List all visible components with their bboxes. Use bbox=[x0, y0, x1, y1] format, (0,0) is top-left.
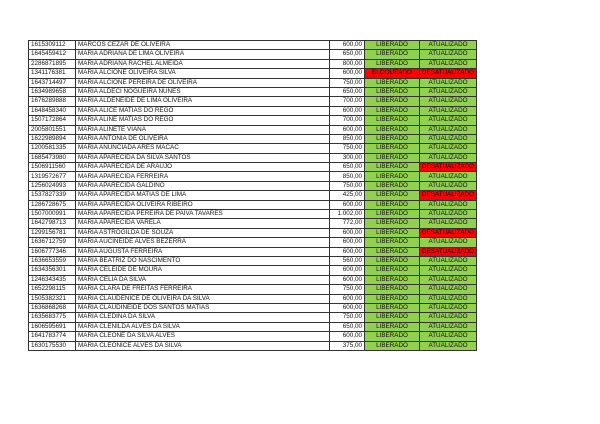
status-cell[interactable]: LIBERADO bbox=[365, 50, 420, 59]
status-cell[interactable]: LIBERADO bbox=[365, 294, 420, 303]
status-cell[interactable]: LIBERADO bbox=[365, 332, 420, 341]
table-row bbox=[29, 59, 477, 68]
id-cell[interactable]: 1505382321 bbox=[29, 294, 76, 303]
table-row bbox=[29, 238, 477, 247]
name-cell[interactable]: MARIA ALINETE VIANA bbox=[76, 125, 330, 134]
id-cell[interactable]: 1319572677 bbox=[29, 172, 76, 181]
id-cell[interactable]: 1652298115 bbox=[29, 285, 76, 294]
name-cell[interactable]: MARCOS CEZAR DE OLIVEIRA bbox=[76, 41, 330, 50]
status-cell[interactable]: BLOQUEADO bbox=[365, 69, 420, 78]
status-cell[interactable]: LIBERADO bbox=[365, 228, 420, 237]
id-cell[interactable]: 1636868268 bbox=[29, 303, 76, 312]
amount-cell[interactable]: 650,00 bbox=[330, 163, 365, 172]
status-cell[interactable]: LIBERADO bbox=[365, 144, 420, 153]
amount-cell[interactable]: 750,00 bbox=[330, 144, 365, 153]
amount-cell[interactable]: 650,00 bbox=[330, 87, 365, 96]
table-row bbox=[29, 181, 477, 190]
amount-cell[interactable]: 700,00 bbox=[330, 97, 365, 106]
table-row bbox=[29, 172, 477, 181]
status-cell[interactable]: LIBERADO bbox=[365, 59, 420, 68]
status-cell[interactable]: LIBERADO bbox=[365, 266, 420, 275]
status-cell[interactable]: LIBERADO bbox=[365, 78, 420, 87]
update-cell[interactable]: ATUALIZADO bbox=[420, 41, 477, 50]
table-row bbox=[29, 294, 477, 303]
id-cell[interactable]: 1634356301 bbox=[29, 266, 76, 275]
amount-cell[interactable]: 850,00 bbox=[330, 172, 365, 181]
status-cell[interactable]: LIBERADO bbox=[365, 106, 420, 115]
update-cell[interactable]: ATUALIZADO bbox=[420, 116, 477, 125]
status-cell[interactable]: LIBERADO bbox=[365, 322, 420, 331]
amount-cell[interactable]: 600,00 bbox=[330, 303, 365, 312]
id-cell[interactable]: 1634989658 bbox=[29, 87, 76, 96]
amount-cell[interactable]: 425,00 bbox=[330, 191, 365, 200]
table-row bbox=[29, 134, 477, 143]
update-cell[interactable]: ATUALIZADO bbox=[420, 238, 477, 247]
update-cell[interactable]: ATUALIZADO bbox=[420, 294, 477, 303]
amount-cell[interactable]: 850,00 bbox=[330, 134, 365, 143]
id-cell[interactable]: 1606777346 bbox=[29, 247, 76, 256]
id-cell[interactable]: 1537827339 bbox=[29, 191, 76, 200]
name-cell[interactable]: MARIA ANUNCIADA ARES MACAC bbox=[76, 144, 330, 153]
table-row bbox=[29, 219, 477, 228]
name-cell[interactable]: MARIA ALINE MATIAS DO REGO bbox=[76, 116, 330, 125]
amount-cell[interactable]: 600,00 bbox=[330, 125, 365, 134]
name-cell[interactable]: MARIA BEATRIZ DO NASCIMENTO bbox=[76, 256, 330, 265]
status-cell[interactable]: LIBERADO bbox=[365, 116, 420, 125]
name-cell[interactable]: MARIA CLAUDINEIDE DOS SANTOS MATIAS bbox=[76, 303, 330, 312]
name-cell[interactable]: MARIA ALICE MATIAS DO REGO bbox=[76, 106, 330, 115]
update-cell[interactable]: DESATUALIZADO bbox=[420, 163, 477, 172]
id-cell[interactable]: 1200581335 bbox=[29, 144, 76, 153]
id-cell[interactable]: 1299156781 bbox=[29, 228, 76, 237]
status-cell[interactable]: LIBERADO bbox=[365, 87, 420, 96]
name-cell[interactable]: MARIA CLEONICE ALVES DA SILVA bbox=[76, 341, 330, 350]
amount-cell[interactable]: 600,00 bbox=[330, 200, 365, 209]
table-body bbox=[29, 41, 477, 351]
name-cell[interactable]: MARIA APARECIDA DE ARAUJO bbox=[76, 163, 330, 172]
id-cell[interactable]: 2005801551 bbox=[29, 125, 76, 134]
name-cell[interactable]: MARIA APARECIDA OLIVEIRA RIBEIRO bbox=[76, 200, 330, 209]
name-cell[interactable]: MARIA CELIA DA SILVA bbox=[76, 275, 330, 284]
name-cell[interactable]: MARIA ADRIANA RACHEL ALMEIDA bbox=[76, 59, 330, 68]
amount-cell[interactable]: 600,00 bbox=[330, 332, 365, 341]
table-row bbox=[29, 191, 477, 200]
update-cell[interactable]: ATUALIZADO bbox=[420, 134, 477, 143]
update-cell[interactable]: ATUALIZADO bbox=[420, 275, 477, 284]
update-cell[interactable]: ATUALIZADO bbox=[420, 172, 477, 181]
id-cell[interactable]: 1615309112 bbox=[29, 41, 76, 50]
name-cell[interactable]: MARIA APARECIDA PEREIRA DE PAIVA TAVARES bbox=[76, 210, 330, 219]
update-cell[interactable]: DESATUALIZADO bbox=[420, 228, 477, 237]
table-row bbox=[29, 210, 477, 219]
id-cell[interactable]: 1286728675 bbox=[29, 200, 76, 209]
status-cell[interactable]: LIBERADO bbox=[365, 97, 420, 106]
status-cell[interactable]: LIBERADO bbox=[365, 313, 420, 322]
update-cell[interactable]: ATUALIZADO bbox=[420, 144, 477, 153]
id-cell[interactable]: 1246343435 bbox=[29, 275, 76, 284]
table-row bbox=[29, 313, 477, 322]
status-cell[interactable]: LIBERADO bbox=[365, 172, 420, 181]
update-cell[interactable]: ATUALIZADO bbox=[420, 313, 477, 322]
table-row bbox=[29, 116, 477, 125]
table-row bbox=[29, 200, 477, 209]
status-cell[interactable]: LIBERADO bbox=[365, 200, 420, 209]
update-cell[interactable]: ATUALIZADO bbox=[420, 106, 477, 115]
id-cell[interactable]: 1622989894 bbox=[29, 134, 76, 143]
amount-cell[interactable]: 700,00 bbox=[330, 116, 365, 125]
id-cell[interactable]: 1256024993 bbox=[29, 181, 76, 190]
name-cell[interactable]: MARIA APARECIDA MATIAS DE LIMA bbox=[76, 191, 330, 200]
payment-status-table bbox=[28, 40, 477, 351]
table-row bbox=[29, 125, 477, 134]
table-row bbox=[29, 322, 477, 331]
name-cell[interactable]: MARIA ALDENEIDE DE LIMA OLIVEIRA bbox=[76, 97, 330, 106]
update-cell[interactable]: ATUALIZADO bbox=[420, 341, 477, 350]
name-cell[interactable]: MARIA ADRIANA DE LIMA OLIVEIRA bbox=[76, 50, 330, 59]
table-row bbox=[29, 266, 477, 275]
name-cell[interactable]: MARIA ALCIONE OLIVEIRA SILVA bbox=[76, 69, 330, 78]
id-cell[interactable]: 1643714497 bbox=[29, 78, 76, 87]
id-cell[interactable]: 1636712759 bbox=[29, 238, 76, 247]
amount-cell[interactable]: 750,00 bbox=[330, 313, 365, 322]
status-cell[interactable]: LIBERADO bbox=[365, 191, 420, 200]
status-cell[interactable]: LIBERADO bbox=[365, 41, 420, 50]
table-row bbox=[29, 87, 477, 96]
amount-cell[interactable]: 375,00 bbox=[330, 341, 365, 350]
id-cell[interactable]: 1507172864 bbox=[29, 116, 76, 125]
name-cell[interactable]: MARIA AUGUSTA FERREIRA bbox=[76, 247, 330, 256]
status-cell[interactable]: LIBERADO bbox=[365, 210, 420, 219]
id-cell[interactable]: 1641783774 bbox=[29, 332, 76, 341]
table-row bbox=[29, 285, 477, 294]
status-cell[interactable]: LIBERADO bbox=[365, 219, 420, 228]
update-cell[interactable]: ATUALIZADO bbox=[420, 256, 477, 265]
table-row bbox=[29, 341, 477, 350]
amount-cell[interactable]: 600,00 bbox=[330, 106, 365, 115]
amount-cell[interactable]: 1.002,00 bbox=[330, 210, 365, 219]
amount-cell[interactable]: 600,00 bbox=[330, 275, 365, 284]
id-cell[interactable]: 1635683775 bbox=[29, 313, 76, 322]
id-cell[interactable]: 1630175530 bbox=[29, 341, 76, 350]
update-cell[interactable]: ATUALIZADO bbox=[420, 50, 477, 59]
table-row bbox=[29, 275, 477, 284]
update-cell[interactable]: ATUALIZADO bbox=[420, 181, 477, 190]
status-cell[interactable]: LIBERADO bbox=[365, 275, 420, 284]
status-cell[interactable]: LIBERADO bbox=[365, 238, 420, 247]
table-row bbox=[29, 106, 477, 115]
amount-cell[interactable]: 600,00 bbox=[330, 69, 365, 78]
amount-cell[interactable]: 600,00 bbox=[330, 247, 365, 256]
update-cell[interactable]: ATUALIZADO bbox=[420, 153, 477, 162]
amount-cell[interactable]: 772,00 bbox=[330, 219, 365, 228]
status-cell[interactable]: LIBERADO bbox=[365, 125, 420, 134]
update-cell[interactable]: ATUALIZADO bbox=[420, 97, 477, 106]
amount-cell[interactable]: 300,00 bbox=[330, 153, 365, 162]
amount-cell[interactable]: 560,00 bbox=[330, 256, 365, 265]
update-cell[interactable]: ATUALIZADO bbox=[420, 59, 477, 68]
status-cell[interactable]: LIBERADO bbox=[365, 303, 420, 312]
table-row bbox=[29, 163, 477, 172]
table-row bbox=[29, 153, 477, 162]
table-row bbox=[29, 41, 477, 50]
status-cell[interactable]: LIBERADO bbox=[365, 153, 420, 162]
name-cell[interactable]: MARIA APARECIDA FERREIRA bbox=[76, 172, 330, 181]
status-cell[interactable]: LIBERADO bbox=[365, 256, 420, 265]
name-cell[interactable]: MARIA CLAUDENICE DE OLIVEIRA DA SILVA bbox=[76, 294, 330, 303]
name-cell[interactable]: MARIA ASTROGILDA DE SOUZA bbox=[76, 228, 330, 237]
table-row bbox=[29, 69, 477, 78]
id-cell[interactable]: 1506911560 bbox=[29, 163, 76, 172]
update-cell[interactable]: ATUALIZADO bbox=[420, 210, 477, 219]
update-cell[interactable]: DESATUALIZADO bbox=[420, 69, 477, 78]
table-row bbox=[29, 50, 477, 59]
id-cell[interactable]: 1648458340 bbox=[29, 106, 76, 115]
status-cell[interactable]: LIBERADO bbox=[365, 181, 420, 190]
amount-cell[interactable]: 600,00 bbox=[330, 228, 365, 237]
name-cell[interactable]: MARIA ALCIONE PEREIRA DE OLIVEIRA bbox=[76, 78, 330, 87]
amount-cell[interactable]: 750,00 bbox=[330, 78, 365, 87]
table-row bbox=[29, 97, 477, 106]
id-cell[interactable]: 1685473980 bbox=[29, 153, 76, 162]
status-cell[interactable]: LIBERADO bbox=[365, 163, 420, 172]
id-cell[interactable]: 1636653559 bbox=[29, 256, 76, 265]
update-cell[interactable]: ATUALIZADO bbox=[420, 285, 477, 294]
update-cell[interactable]: DESATUALIZADO bbox=[420, 247, 477, 256]
status-cell[interactable]: LIBERADO bbox=[365, 285, 420, 294]
id-cell[interactable]: 1507000991 bbox=[29, 210, 76, 219]
table-row bbox=[29, 247, 477, 256]
update-cell[interactable]: ATUALIZADO bbox=[420, 87, 477, 96]
name-cell[interactable]: MARIA CLEDINA DA SILVA bbox=[76, 313, 330, 322]
amount-cell[interactable]: 600,00 bbox=[330, 238, 365, 247]
amount-cell[interactable]: 600,00 bbox=[330, 266, 365, 275]
name-cell[interactable]: MARIA APARECIDA VARELA bbox=[76, 219, 330, 228]
id-cell[interactable]: 1606595691 bbox=[29, 322, 76, 331]
name-cell[interactable]: MARIA AUCINEIDE ALVES BEZERRA bbox=[76, 238, 330, 247]
name-cell[interactable]: MARIA APARECIDA GALDINO bbox=[76, 181, 330, 190]
id-cell[interactable]: 1341176381 bbox=[29, 69, 76, 78]
status-cell[interactable]: LIBERADO bbox=[365, 247, 420, 256]
name-cell[interactable]: MARIA CLEONE DA SILVA ALVES bbox=[76, 332, 330, 341]
name-cell[interactable]: MARIA CLARA DE FREITAS FERREIRA bbox=[76, 285, 330, 294]
table-row bbox=[29, 228, 477, 237]
update-cell[interactable]: ATUALIZADO bbox=[420, 200, 477, 209]
id-cell[interactable]: 1642798713 bbox=[29, 219, 76, 228]
update-cell[interactable]: DESATUALIZADO bbox=[420, 191, 477, 200]
id-cell[interactable]: 1645459412 bbox=[29, 50, 76, 59]
table-row bbox=[29, 303, 477, 312]
amount-cell[interactable]: 800,00 bbox=[330, 59, 365, 68]
id-cell[interactable]: 2286871895 bbox=[29, 59, 76, 68]
amount-cell[interactable]: 600,00 bbox=[330, 294, 365, 303]
status-cell[interactable]: LIBERADO bbox=[365, 341, 420, 350]
amount-cell[interactable]: 650,00 bbox=[330, 50, 365, 59]
name-cell[interactable]: MARIA CLENILDA ALVES DA SILVA bbox=[76, 322, 330, 331]
table-row bbox=[29, 144, 477, 153]
table-row bbox=[29, 256, 477, 265]
name-cell[interactable]: MARIA ANTONIA DE OLIVEIRA bbox=[76, 134, 330, 143]
update-cell[interactable]: ATUALIZADO bbox=[420, 219, 477, 228]
id-cell[interactable]: 1676289888 bbox=[29, 97, 76, 106]
update-cell[interactable]: ATUALIZADO bbox=[420, 266, 477, 275]
update-cell[interactable]: ATUALIZADO bbox=[420, 322, 477, 331]
update-cell[interactable]: ATUALIZADO bbox=[420, 332, 477, 341]
update-cell[interactable]: ATUALIZADO bbox=[420, 303, 477, 312]
name-cell[interactable]: MARIA CELEIDE DE MOURA bbox=[76, 266, 330, 275]
status-cell[interactable]: LIBERADO bbox=[365, 134, 420, 143]
table-row bbox=[29, 78, 477, 87]
update-cell[interactable]: ATUALIZADO bbox=[420, 125, 477, 134]
amount-cell[interactable]: 750,00 bbox=[330, 285, 365, 294]
amount-cell[interactable]: 650,00 bbox=[330, 322, 365, 331]
name-cell[interactable]: MARIA APARECIDA DA SILVA SANTOS bbox=[76, 153, 330, 162]
table-row bbox=[29, 332, 477, 341]
amount-cell[interactable]: 750,00 bbox=[330, 181, 365, 190]
amount-cell[interactable]: 600,00 bbox=[330, 41, 365, 50]
update-cell[interactable]: ATUALIZADO bbox=[420, 78, 477, 87]
name-cell[interactable]: MARIA ALDECI NOGUEIRA NUNES bbox=[76, 87, 330, 96]
